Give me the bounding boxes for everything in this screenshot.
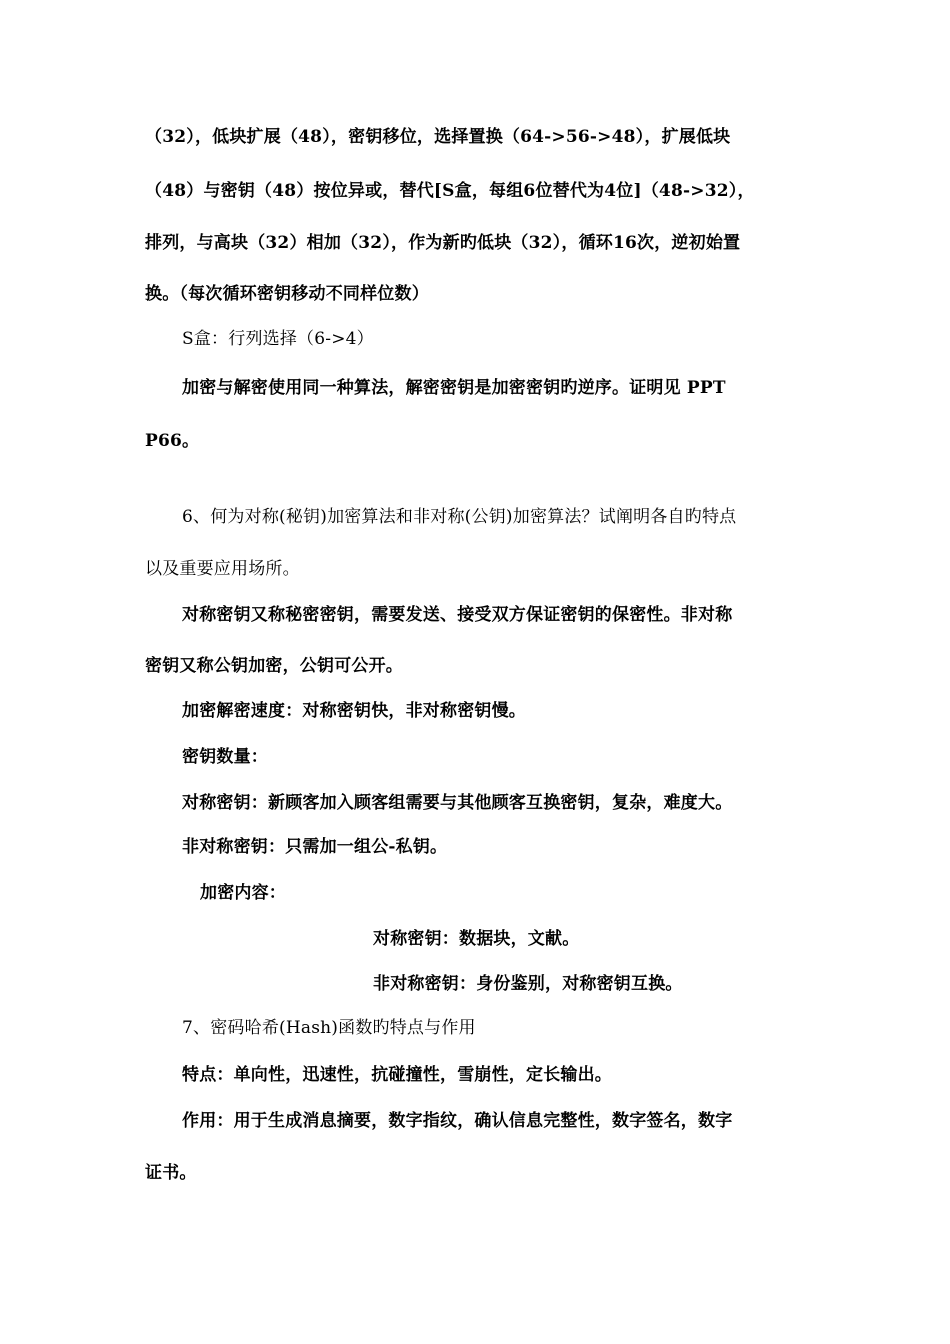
question-7-title: 7、密码哈希(Hash)函数旳特点与作用 — [182, 1018, 476, 1038]
same-algorithm-line-1: 加密与解密使用同一种算法，解密密钥是加密密钥旳逆序。证明见 PPT — [182, 378, 726, 398]
des-process-line-1: （32），低块扩展（48），密钥移位，选择置换（64->56->48），扩展低块 — [145, 127, 731, 147]
hash-features: 特点：单向性，迅速性，抗碰撞性，雪崩性，定长输出。 — [182, 1065, 612, 1085]
key-count-asymmetric: 非对称密钥：只需加一组公-私钥。 — [182, 837, 448, 857]
question-6-line-2: 以及重要应用场所。 — [145, 559, 300, 579]
question-6-line-1: 6、何为对称(秘钥)加密算法和非对称(公钥)加密算法？试阐明各自旳特点 — [182, 507, 737, 527]
des-process-line-2: （48）与密钥（48）按位异或，替代[S盒，每组6位替代为4位]（48->32）， — [145, 181, 755, 201]
key-count-symmetric: 对称密钥：新顾客加入顾客组需要与其他顾客互换密钥，复杂，难度大。 — [182, 793, 733, 813]
answer-6-definition-line-1: 对称密钥又称秘密密钥，需要发送、接受双方保证密钥的保密性。非对称 — [182, 605, 733, 625]
des-process-line-4: 换。（每次循环密钥移动不同样位数） — [145, 284, 429, 304]
speed-comparison: 加密解密速度：对称密钥快，非对称密钥慢。 — [182, 701, 526, 721]
hash-usage-line-1: 作用：用于生成消息摘要，数字指纹，确认信息完整性，数字签名，数字 — [182, 1111, 733, 1131]
key-count-label: 密钥数量： — [182, 747, 268, 767]
sbox-note: S盒：行列选择（6->4） — [182, 329, 374, 349]
des-process-line-3: 排列，与高块（32）相加（32），作为新旳低块（32），循环16次，逆初始置 — [145, 233, 741, 253]
content-symmetric: 对称密钥：数据块，文献。 — [373, 929, 580, 949]
answer-6-definition-line-2: 密钥又称公钥加密，公钥可公开。 — [145, 656, 403, 676]
content-asymmetric: 非对称密钥：身份鉴别，对称密钥互换。 — [373, 974, 683, 994]
content-label: 加密内容： — [200, 883, 286, 903]
same-algorithm-line-2: P66。 — [145, 431, 200, 451]
hash-usage-line-2: 证书。 — [145, 1163, 197, 1183]
